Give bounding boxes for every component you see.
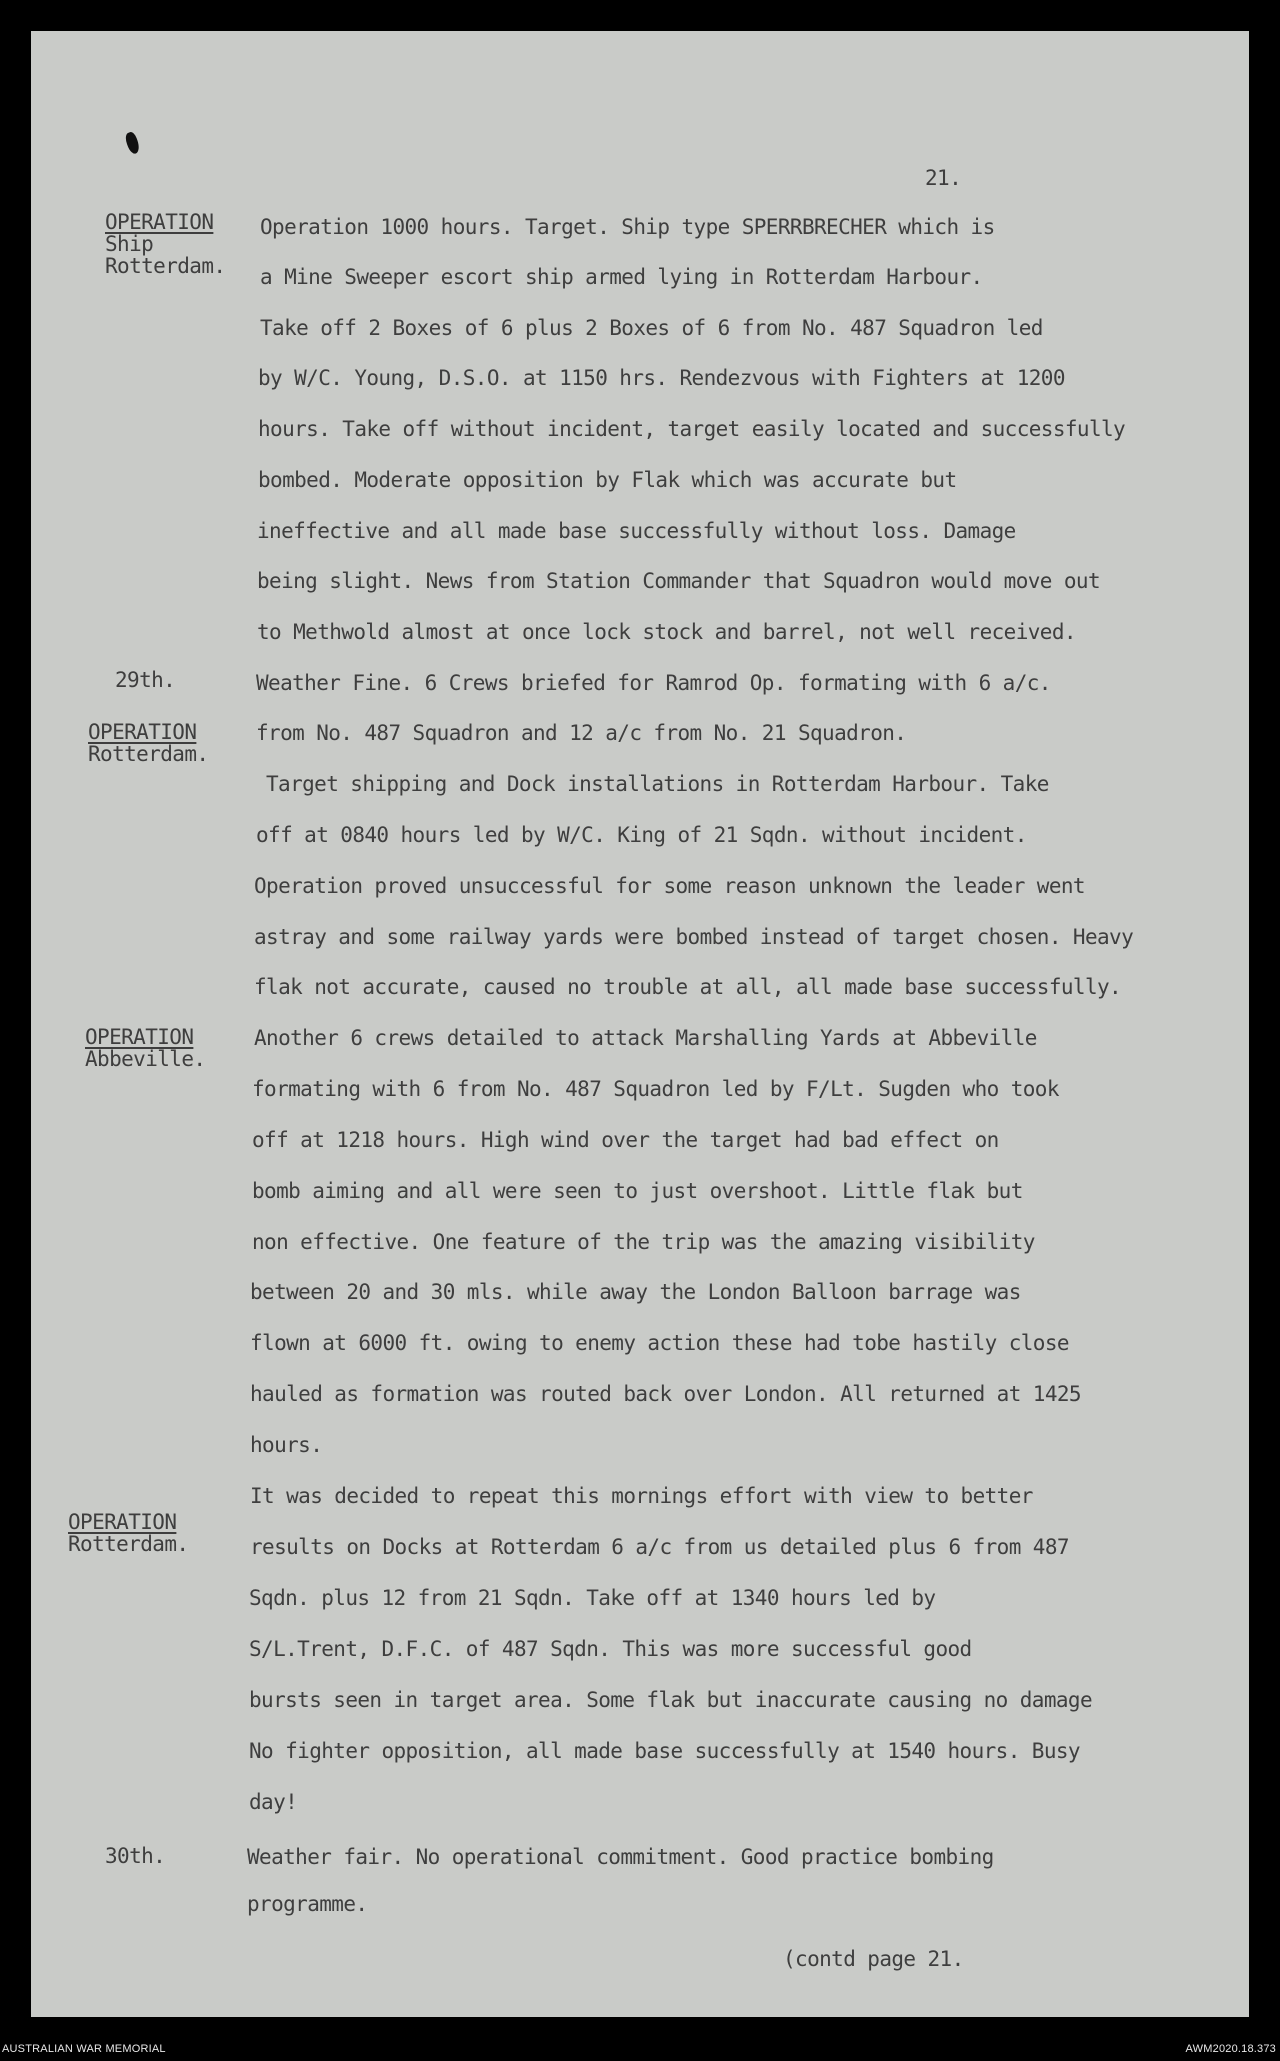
body-line: being slight. News from Station Commander that Squadron would move out: [257, 569, 1101, 593]
body-line: Target shipping and Dock installations in Rotterdam Harbour. Take: [266, 772, 1049, 796]
body-line: bomb aiming and all were seen to just overshoot. Little flak but: [252, 1179, 1023, 1203]
body-line: to Methwold almost at once lock stock and barrel, not well received.: [257, 620, 1076, 644]
body-line: Another 6 crews detailed to attack Marshalling Yards at Abbeville: [254, 1026, 1037, 1050]
margin-operation-target: Abbeville.: [85, 1047, 206, 1071]
body-line: between 20 and 30 mls. while away the London Balloon barrage was: [250, 1280, 1021, 1304]
body-line: flak not accurate, caused no trouble at all, all made base successfully.: [254, 975, 1122, 999]
footer-source: AUSTRALIAN WAR MEMORIAL: [2, 2043, 166, 2055]
body-line: Take off 2 Boxes of 6 plus 2 Boxes of 6 from No. 487 Squadron led: [260, 316, 1043, 340]
margin-operation-target: Rotterdam.: [88, 742, 209, 766]
body-line: Weather fair. No operational commitment. Good practice bombing: [247, 1845, 994, 1869]
margin-date: 30th.: [105, 1844, 166, 1868]
body-line: astray and some railway yards were bombed instead of target chosen. Heavy: [254, 925, 1134, 949]
footer-reference: AWM2020.18.373: [1185, 2043, 1276, 2055]
body-line: bombed. Moderate opposition by Flak which was accurate but: [258, 468, 957, 492]
continued-note: (contd page 21.: [783, 1947, 964, 1971]
body-line: bursts seen in target area. Some flak but inaccurate causing no damage: [249, 1688, 1093, 1712]
body-line: by W/C. Young, D.S.O. at 1150 hrs. Rendezvous with Fighters at 1200: [258, 366, 1065, 390]
body-line: non effective. One feature of the trip was the amazing visibility: [252, 1230, 1035, 1254]
body-line: S/L.Trent, D.F.C. of 487 Sqdn. This was more successful good: [249, 1637, 972, 1661]
body-line: off at 1218 hours. High wind over the target had bad effect on: [252, 1128, 999, 1152]
margin-date: 29th.: [115, 668, 176, 692]
margin-operation-heading: OPERATION: [88, 720, 197, 744]
body-line: results on Docks at Rotterdam 6 a/c from us detailed plus 6 from 487: [250, 1535, 1069, 1559]
body-line: formating with 6 from No. 487 Squadron led by F/Lt. Sugden who took: [252, 1077, 1059, 1101]
body-line: day!: [249, 1790, 298, 1814]
body-line: ineffective and all made base successfully without loss. Damage: [257, 519, 1016, 543]
body-line: hours.: [250, 1433, 323, 1457]
page-number: 21.: [925, 166, 962, 190]
margin-operation-target: Rotterdam.: [105, 254, 226, 278]
margin-operation-target: Rotterdam.: [68, 1532, 189, 1556]
margin-operation-target: Ship: [105, 232, 154, 256]
margin-operation-heading: OPERATION: [105, 210, 214, 234]
body-line: Weather Fine. 6 Crews briefed for Ramrod Op. formating with 6 a/c.: [256, 671, 1051, 695]
body-line: flown at 6000 ft. owing to enemy action these had tobe hastily close: [250, 1331, 1069, 1355]
body-line: Operation proved unsuccessful for some reason unknown the leader went: [254, 874, 1085, 898]
body-line: Sqdn. plus 12 from 21 Sqdn. Take off at 1340 hours led by: [249, 1586, 936, 1610]
body-line: a Mine Sweeper escort ship armed lying in Rotterdam Harbour.: [260, 265, 983, 289]
body-line: No fighter opposition, all made base successfully at 1540 hours. Busy: [249, 1739, 1080, 1763]
body-line: Operation 1000 hours. Target. Ship type SPERRBRECHER which is: [260, 215, 995, 239]
body-line: It was decided to repeat this mornings effort with view to better: [250, 1484, 1033, 1508]
body-line: from No. 487 Squadron and 12 a/c from No. 21 Squadron.: [256, 721, 907, 745]
punch-hole-mark: [124, 131, 142, 155]
body-line: off at 0840 hours led by W/C. King of 21 Sqdn. without incident.: [256, 823, 1027, 847]
body-line: hours. Take off without incident, target easily located and successfully: [258, 417, 1126, 441]
body-line: hauled as formation was routed back over London. All returned at 1425: [250, 1382, 1081, 1406]
margin-operation-heading: OPERATION: [68, 1510, 177, 1534]
margin-operation-heading: OPERATION: [85, 1025, 194, 1049]
body-line: programme.: [247, 1892, 368, 1916]
